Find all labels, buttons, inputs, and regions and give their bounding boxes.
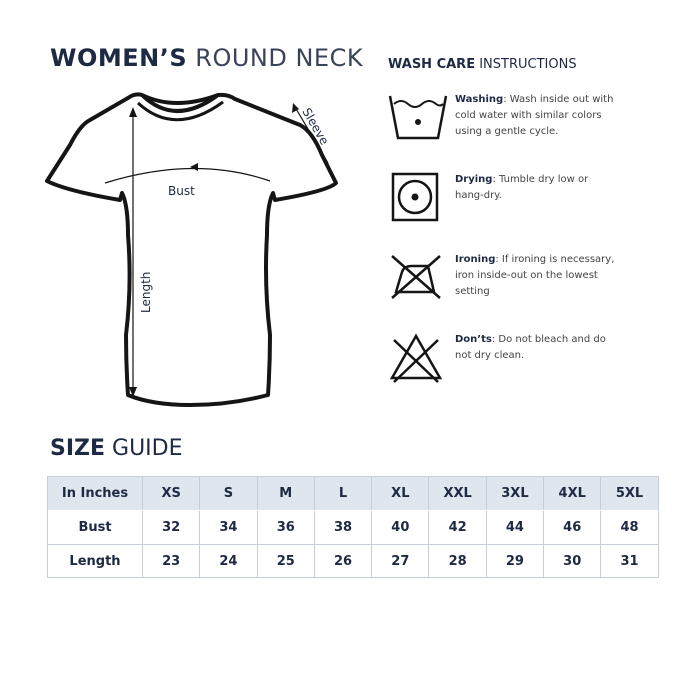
header-cell: S xyxy=(199,477,256,510)
table-cell: 44 xyxy=(486,511,543,544)
table-cell: 40 xyxy=(371,511,428,544)
size-table xyxy=(47,476,659,578)
size-table-header xyxy=(48,477,658,510)
washing-text xyxy=(455,92,617,140)
table-row xyxy=(48,511,658,544)
page-title xyxy=(50,44,363,72)
donts-description: : Do not bleach and do not dry clean. xyxy=(455,334,606,361)
tumble-dry-icon xyxy=(388,172,448,222)
wash-care-title-bold: WASH CARE xyxy=(388,57,476,72)
table-cell: 25 xyxy=(257,545,314,578)
wash-care-title-light: INSTRUCTIONS xyxy=(479,57,577,72)
ironing-text xyxy=(455,252,617,300)
donts-text xyxy=(455,332,617,364)
care-item-donts xyxy=(388,332,688,392)
table-row xyxy=(48,544,658,578)
drying-text xyxy=(455,172,617,204)
size-guide-title xyxy=(50,436,183,461)
title-light: ROUND NECK xyxy=(195,44,364,72)
table-cell: 48 xyxy=(600,511,657,544)
size-guide-title-bold: SIZE xyxy=(50,436,106,461)
wash-care-title xyxy=(388,57,577,72)
care-item-drying xyxy=(388,172,688,232)
table-cell: 29 xyxy=(486,545,543,578)
washing-description: : Wash inside out with cold water with similar colors using a gentle cycle. xyxy=(455,94,614,137)
washing-icon xyxy=(388,92,448,142)
header-cell: 4XL xyxy=(543,477,600,510)
table-cell: 31 xyxy=(600,545,657,578)
header-cell: M xyxy=(257,477,314,510)
table-cell: 36 xyxy=(257,511,314,544)
donts-label: Don’ts xyxy=(455,334,492,345)
table-cell: 24 xyxy=(199,545,256,578)
header-cell: XS xyxy=(142,477,199,510)
care-item-washing xyxy=(388,92,688,152)
header-cell: L xyxy=(314,477,371,510)
no-iron-icon xyxy=(388,252,448,302)
title-bold: WOMEN’S xyxy=(50,44,188,72)
table-cell: 38 xyxy=(314,511,371,544)
header-cell: In Inches xyxy=(61,486,129,501)
bust-label: Bust xyxy=(168,184,195,198)
tshirt-outline xyxy=(47,94,336,405)
table-cell: 28 xyxy=(428,545,485,578)
table-cell: 27 xyxy=(371,545,428,578)
tshirt-diagram xyxy=(30,85,360,415)
sleeve-label: Sleeve xyxy=(299,105,332,148)
table-cell: 46 xyxy=(543,511,600,544)
table-cell: 32 xyxy=(142,511,199,544)
drying-label: Drying xyxy=(455,174,493,185)
bust-guide xyxy=(105,168,270,183)
bust-arrow-icon xyxy=(190,163,198,171)
size-guide-title-light: GUIDE xyxy=(112,436,183,461)
washing-label: Washing xyxy=(455,94,504,105)
length-arrow-up-icon xyxy=(129,107,137,117)
length-label: Length xyxy=(139,271,153,313)
row-label: Length xyxy=(69,554,121,569)
care-item-ironing xyxy=(388,252,688,312)
table-cell: 42 xyxy=(428,511,485,544)
table-cell: 30 xyxy=(543,545,600,578)
table-cell: 34 xyxy=(199,511,256,544)
header-cell: XL xyxy=(371,477,428,510)
ironing-description: : If ironing is necessary, iron inside-out on the lowest setting xyxy=(455,254,615,297)
ironing-label: Ironing xyxy=(455,254,496,265)
header-cell: 3XL xyxy=(486,477,543,510)
header-cell: XXL xyxy=(428,477,485,510)
no-bleach-icon xyxy=(388,332,448,384)
row-label: Bust xyxy=(78,520,112,535)
table-cell: 26 xyxy=(314,545,371,578)
table-cell: 23 xyxy=(142,545,199,578)
header-cell: 5XL xyxy=(600,477,657,510)
drying-description: : Tumble dry low or hang-dry. xyxy=(455,174,589,201)
